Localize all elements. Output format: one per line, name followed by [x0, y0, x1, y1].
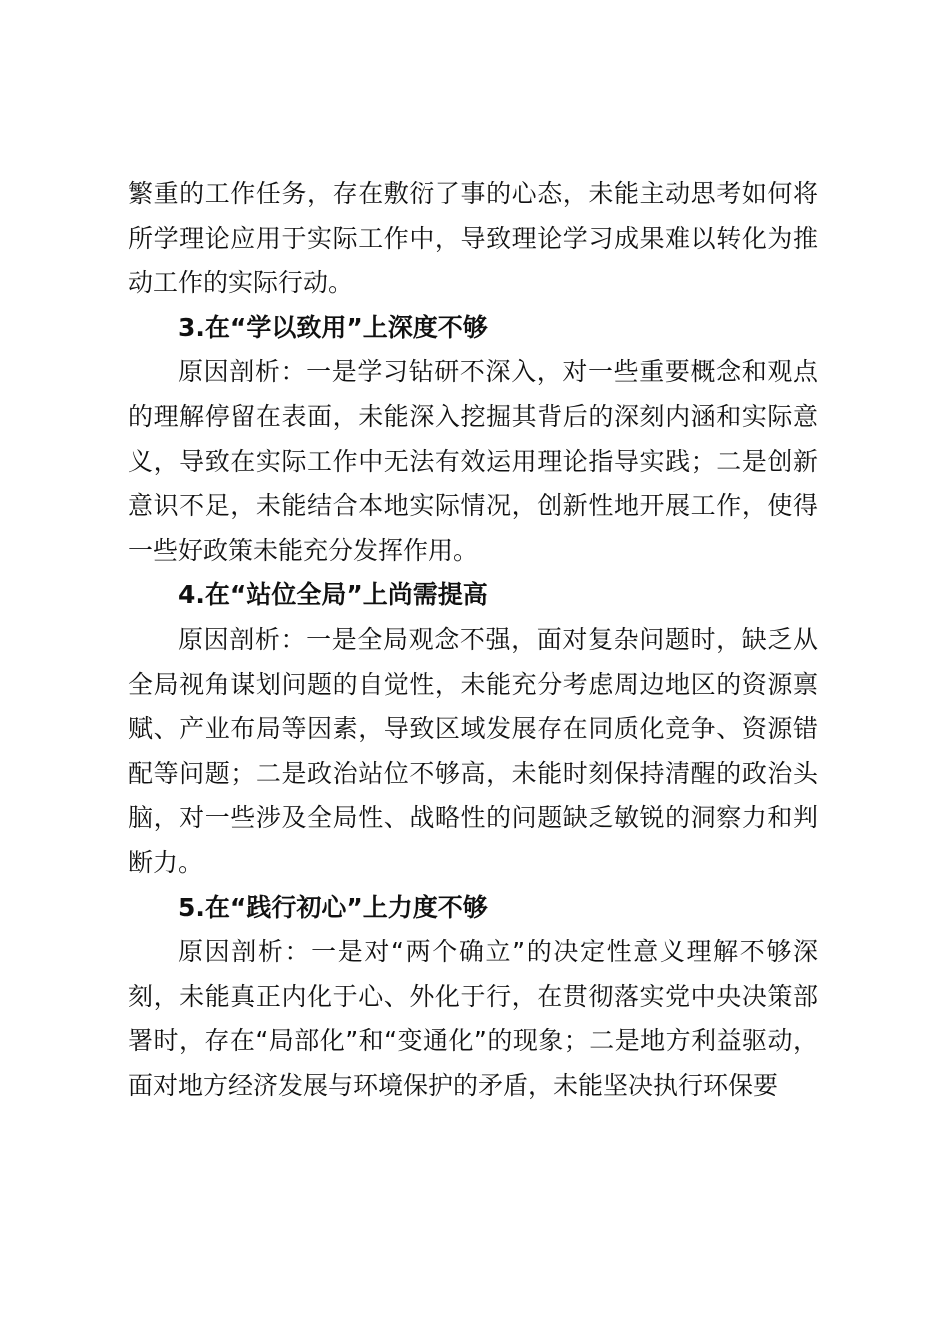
document-page [128, 172, 818, 1108]
paragraph-continuation: 繁重的工作任务，存在敷衍了事的心态，未能主动思考如何将所学理论应用于实际工作中，导致理论学习成果难以转化为推动工作的实际行动。 [128, 179, 818, 298]
paragraph-analysis-4: 原因剖析：一是全局观念不强，面对复杂问题时，缺乏从全局视角谋划问题的自觉性，未能充分考虑周边地区的资源禀赋、产业布局等因素，导致区域发展存在同质化竞争、资源错配等问题；二是政治站位不够高，未能时刻保持清醒的政治头脑，对一些涉及全局性、战略性的问题缺乏敏锐的洞察力和判断力。 [128, 624, 818, 877]
section-heading-4: 4.在“站位全局”上尚需提高 [178, 580, 488, 610]
paragraph-analysis-5: 原因剖析：一是对“两个确立”的决定性意义理解不够深刻，未能真正内化于心、外化于行，在贯彻落实党中央决策部署时，存在“局部化”和“变通化”的现象；二是地方利益驱动，面对地方经济发展与环境保护的矛盾，未能坚决执行环保要 [128, 937, 818, 1100]
section-heading-3: 3.在“学以致用”上深度不够 [178, 312, 488, 342]
paragraph-analysis-3: 原因剖析：一是学习钻研不深入，对一些重要概念和观点的理解停留在表面，未能深入挖掘其背后的深刻内涵和实际意义，导致在实际工作中无法有效运用理论指导实践；二是创新意识不足，未能结合本地实际情况，创新性地开展工作，使得一些好政策未能充分发挥作用。 [128, 357, 818, 565]
section-heading-5: 5.在“践行初心”上力度不够 [178, 892, 488, 922]
